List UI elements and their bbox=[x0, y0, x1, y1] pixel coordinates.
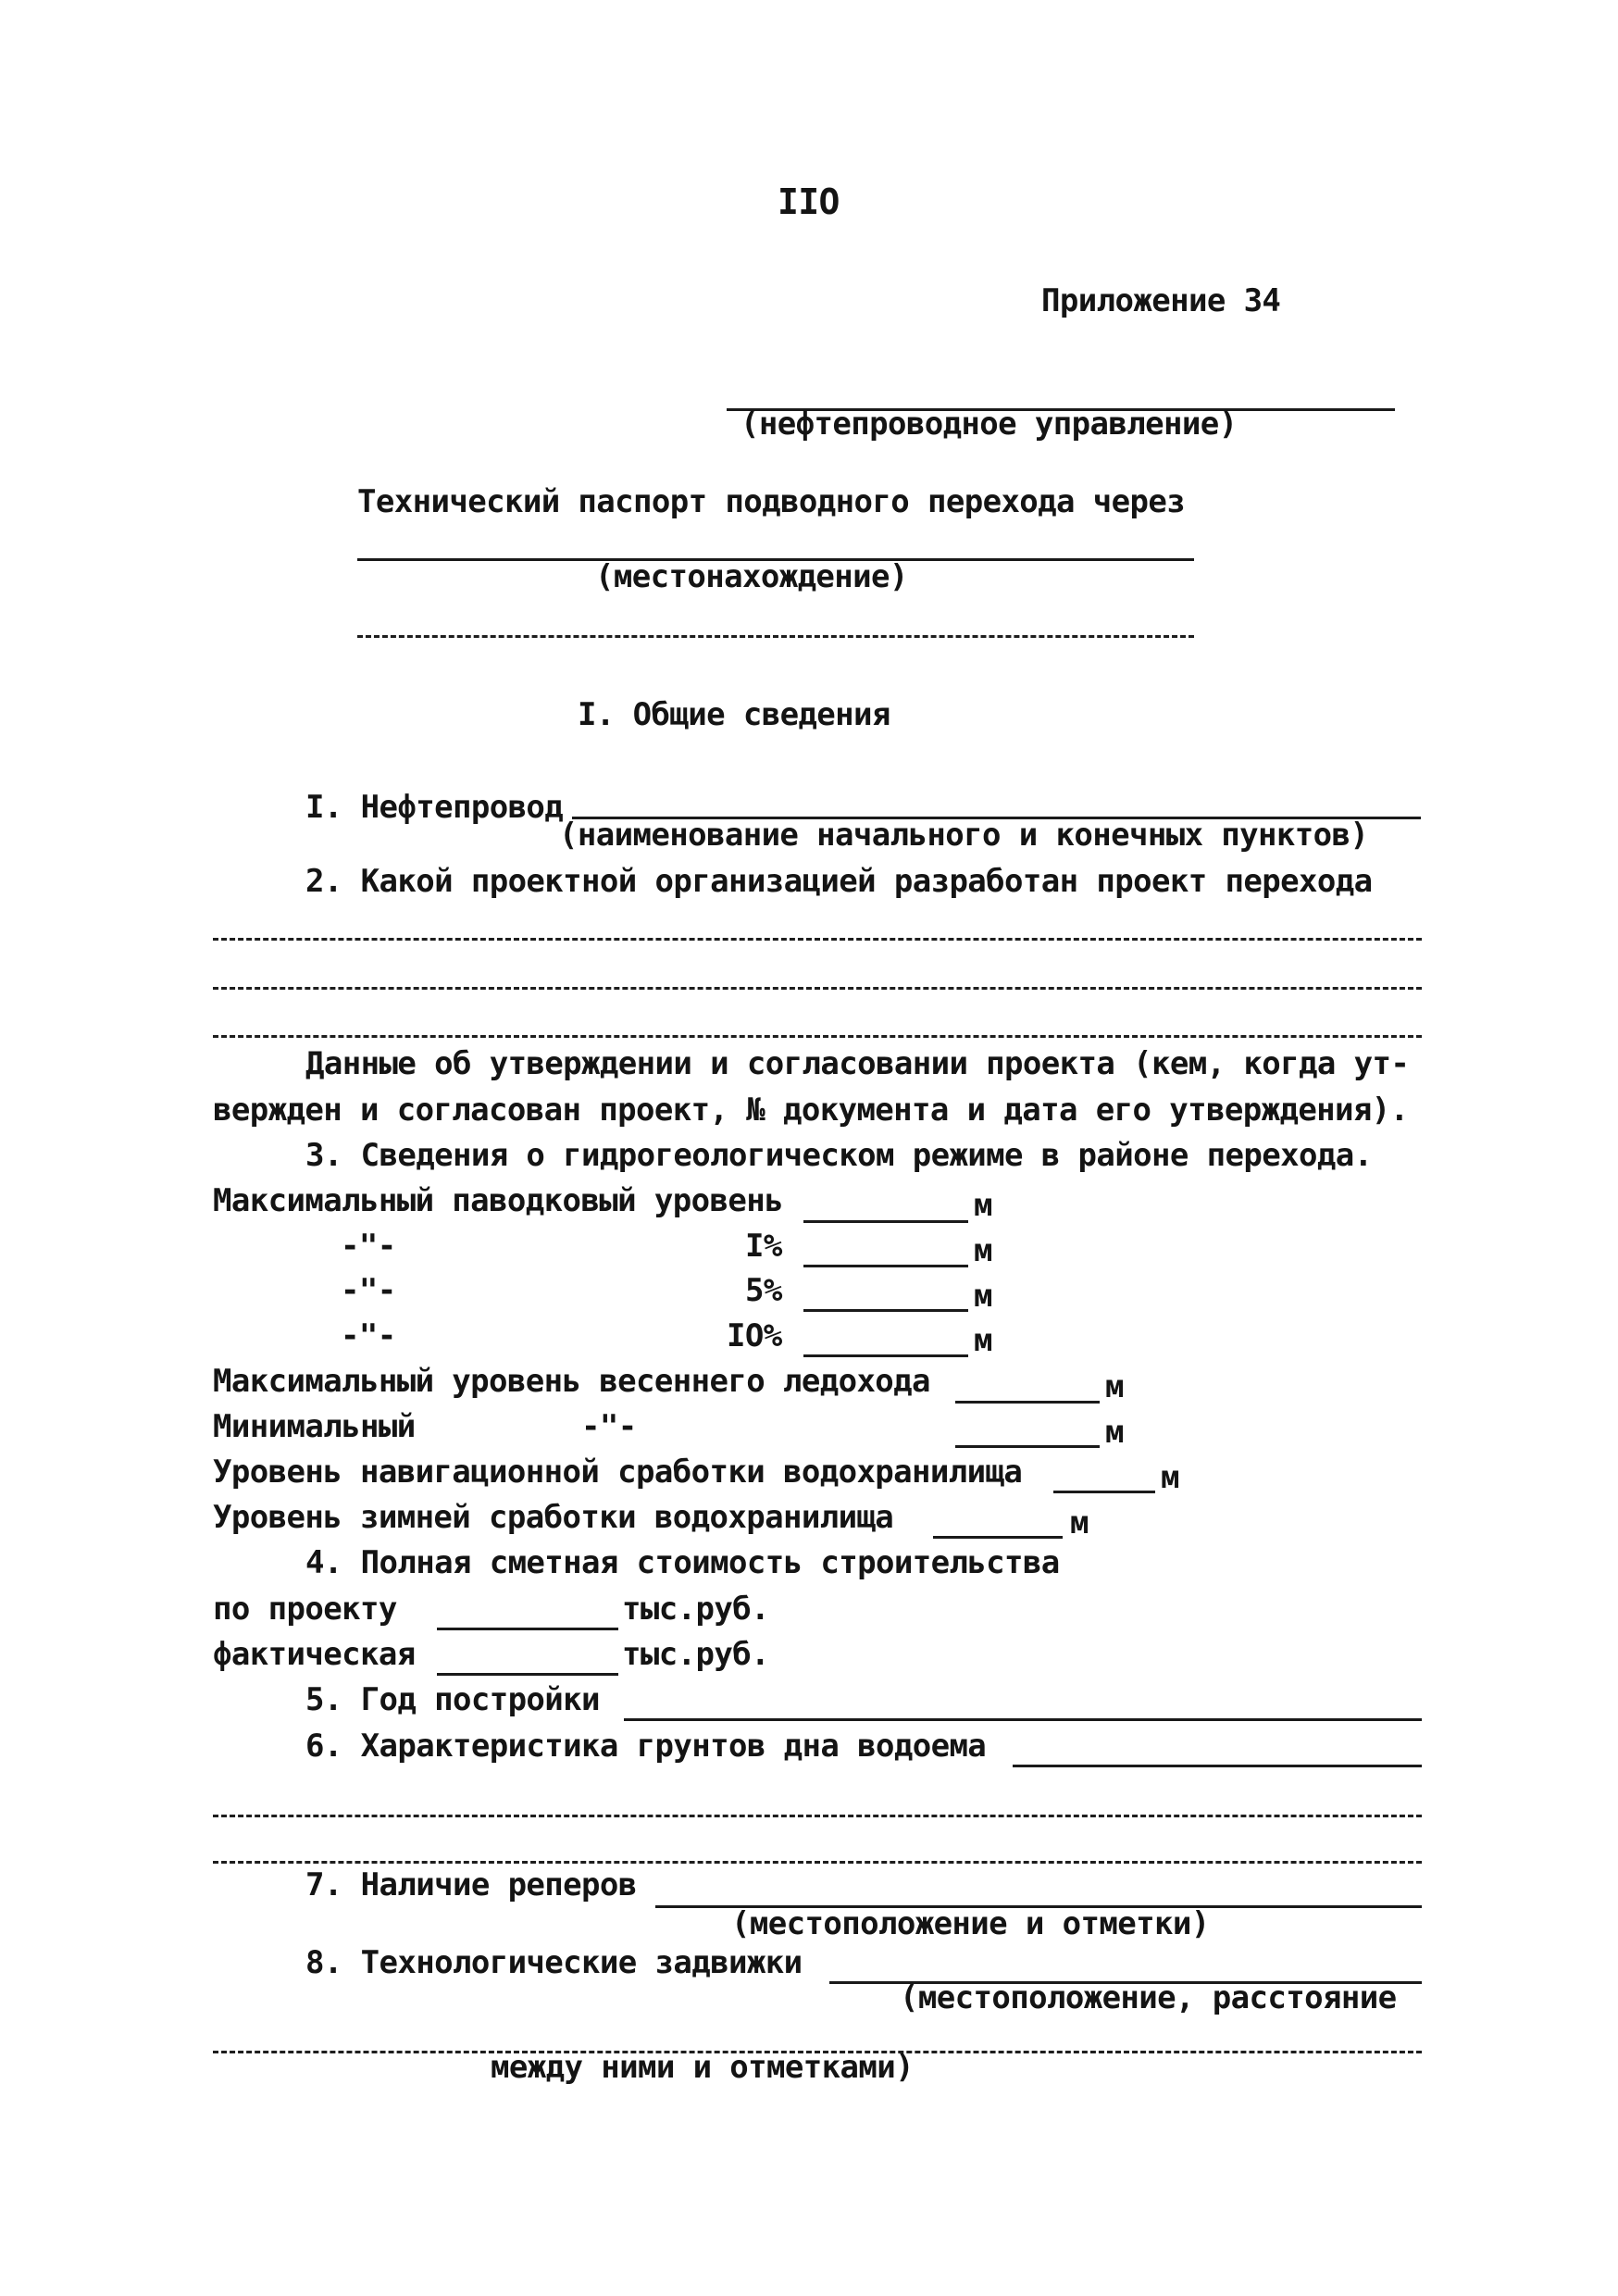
max-ice-unit: м bbox=[1105, 1368, 1124, 1405]
item-2-label: 2. Какой проектной организацией разработан проект перехода bbox=[305, 863, 1373, 900]
project-cost-label: по проекту bbox=[213, 1591, 397, 1628]
item-1-label: I. Нефтепровод bbox=[305, 789, 564, 826]
actual-cost-unit: тыс.руб. bbox=[622, 1636, 769, 1673]
min-ice-unit: м bbox=[1105, 1414, 1124, 1451]
flood-10pct-unit: м bbox=[974, 1322, 992, 1359]
max-flood-unit: м bbox=[974, 1187, 992, 1224]
appendix-label: Приложение 34 bbox=[1041, 282, 1281, 319]
flood-1pct-field[interactable] bbox=[803, 1265, 968, 1267]
project-cost-field[interactable] bbox=[437, 1628, 618, 1630]
ditto-1: -"- bbox=[341, 1228, 396, 1265]
item-2-line-3 bbox=[213, 1035, 1422, 1038]
item-8-label: 8. Технологические задвижки bbox=[305, 1944, 803, 1981]
approval-text-1: Данные об утверждении и согласовании проекта (кем, когда ут- bbox=[305, 1045, 1410, 1082]
winter-drawdown-label: Уровень зимней сработки водохранилища bbox=[213, 1499, 894, 1536]
document-title: Технический паспорт подводного перехода через bbox=[357, 483, 1186, 520]
item-5-label: 5. Год постройки bbox=[305, 1681, 600, 1718]
item-6-label: 6. Характеристика грунтов дна водоема bbox=[305, 1728, 987, 1765]
build-year-field[interactable] bbox=[624, 1718, 1422, 1721]
item-7-caption: (местоположение и отметки) bbox=[731, 1905, 1210, 1942]
flood-5pct-label: 5% bbox=[745, 1272, 782, 1309]
item-2-line-1 bbox=[213, 938, 1422, 941]
soil-field[interactable] bbox=[1013, 1765, 1422, 1767]
flood-5pct-unit: м bbox=[974, 1278, 992, 1315]
max-flood-label: Максимальный паводковый уровень bbox=[213, 1182, 783, 1219]
actual-cost-label: фактическая bbox=[213, 1636, 416, 1673]
flood-10pct-field[interactable] bbox=[803, 1354, 968, 1357]
max-ice-label: Максимальный уровень весеннего ледохода bbox=[213, 1363, 930, 1400]
nav-drawdown-label: Уровень навигационной сработки водохранилища bbox=[213, 1454, 1023, 1491]
item-7-label: 7. Наличие реперов bbox=[305, 1866, 637, 1903]
item-8-caption-1: (местоположение, расстояние bbox=[900, 1979, 1397, 2016]
actual-cost-field[interactable] bbox=[437, 1673, 618, 1676]
min-ice-label: Минимальный bbox=[213, 1408, 416, 1445]
ditto-4: -"- bbox=[581, 1408, 637, 1445]
item-2-line-2 bbox=[213, 987, 1422, 990]
item-4-label: 4. Полная сметная стоимость строительства bbox=[305, 1544, 1060, 1581]
flood-1pct-label: I% bbox=[745, 1228, 782, 1265]
ditto-2: -"- bbox=[341, 1272, 396, 1309]
winter-drawdown-field[interactable] bbox=[933, 1536, 1063, 1539]
flood-1pct-unit: м bbox=[974, 1232, 992, 1269]
org-caption: (нефтепроводное управление) bbox=[741, 406, 1238, 443]
item-3-label: 3. Сведения о гидрогеологическом режиме в районе перехода. bbox=[305, 1137, 1373, 1174]
item-8-caption-2: между ними и отметками) bbox=[491, 2049, 915, 2086]
max-ice-field[interactable] bbox=[955, 1401, 1100, 1404]
location-caption: (местонахождение) bbox=[595, 558, 908, 595]
ditto-3: -"- bbox=[341, 1317, 396, 1354]
item-1-caption: (наименование начального и конечных пунктов) bbox=[559, 817, 1369, 854]
approval-text-2: вержден и согласован проект, № документа и дата его утверждения). bbox=[213, 1092, 1409, 1129]
nav-drawdown-unit: м bbox=[1161, 1459, 1179, 1496]
location-line-2 bbox=[357, 635, 1194, 638]
section-heading: I. Общие сведения bbox=[578, 696, 890, 733]
flood-5pct-field[interactable] bbox=[803, 1309, 968, 1312]
nav-drawdown-field[interactable] bbox=[1053, 1491, 1155, 1493]
soil-line-2 bbox=[213, 1815, 1422, 1817]
project-cost-unit: тыс.руб. bbox=[622, 1591, 769, 1628]
flood-10pct-label: IO% bbox=[727, 1317, 782, 1354]
winter-drawdown-unit: м bbox=[1070, 1504, 1089, 1541]
max-flood-field[interactable] bbox=[803, 1220, 968, 1223]
min-ice-field[interactable] bbox=[955, 1445, 1100, 1448]
page-number: IIO bbox=[778, 181, 840, 222]
soil-line-3 bbox=[213, 1861, 1422, 1864]
